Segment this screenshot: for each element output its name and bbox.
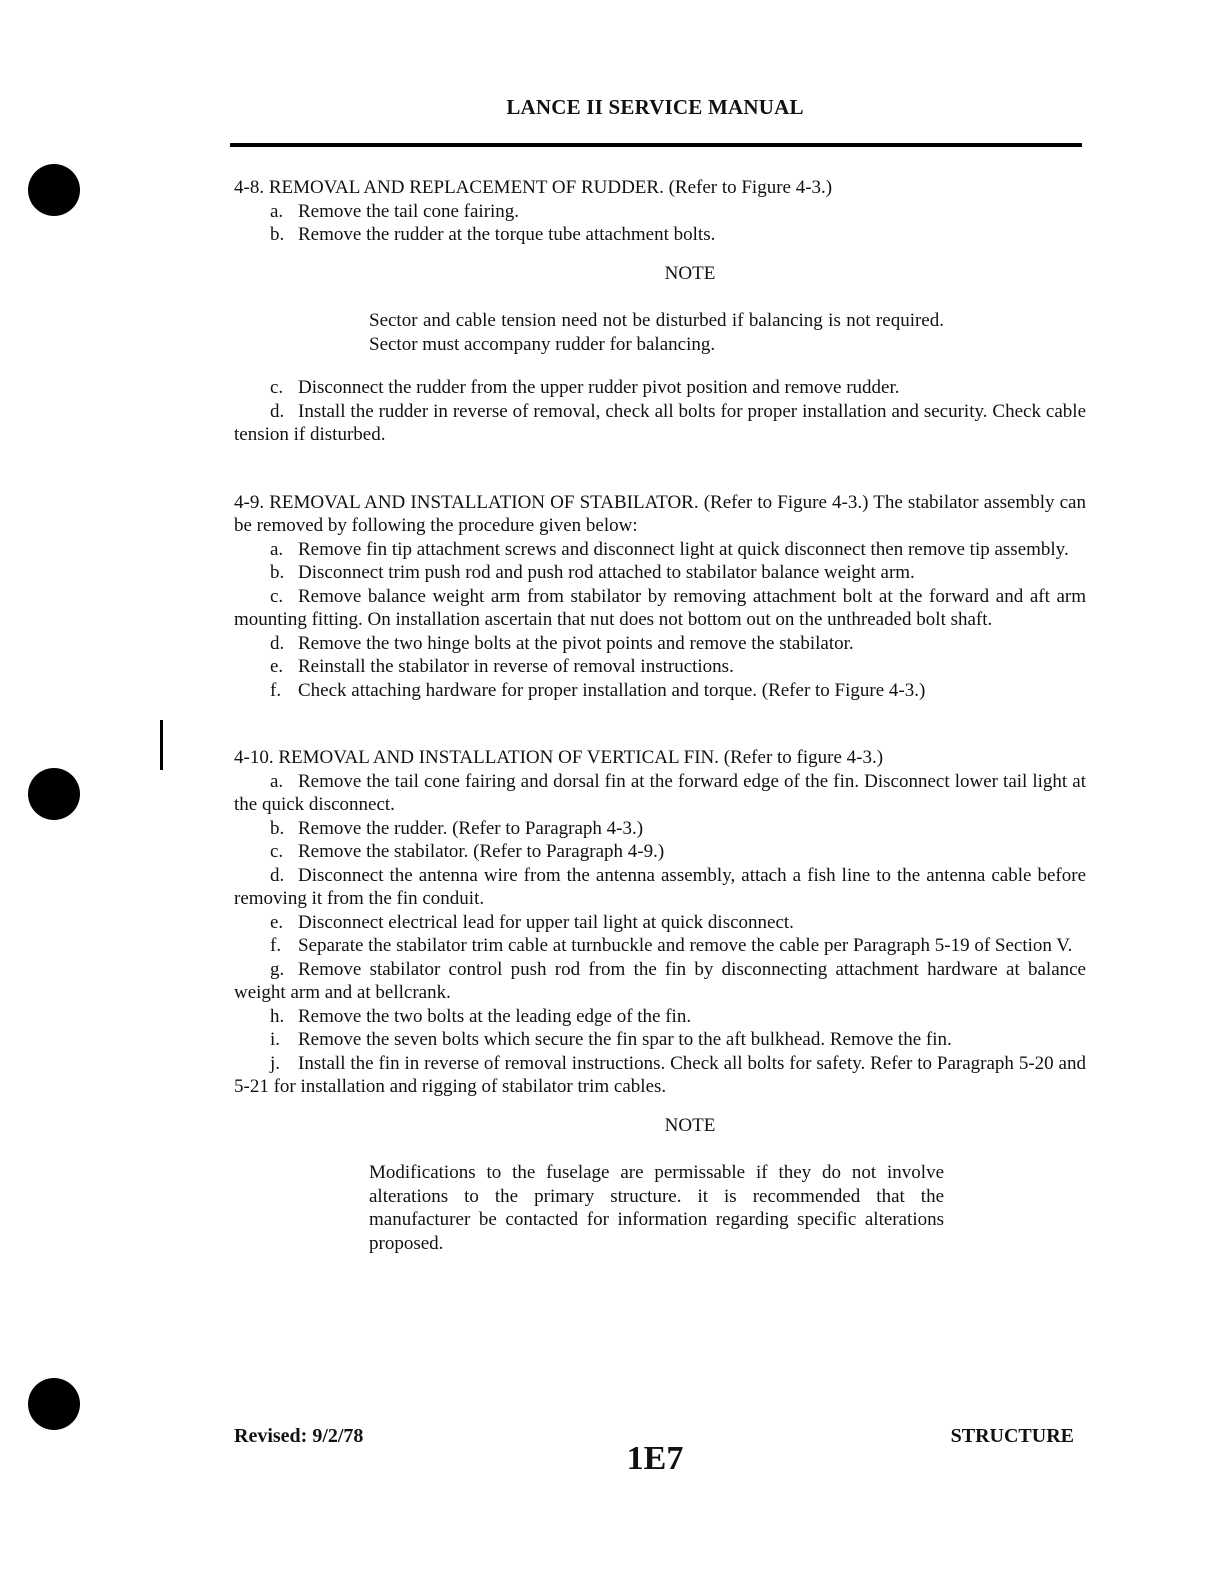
note-body: Sector and cable tension need not be disturbed if balancing is not required. Sector must accompany rudder for balancing. — [369, 310, 944, 355]
step-c — [234, 585, 1086, 632]
step-text: Check attaching hardware for proper installation and torque. (Refer to Figure 4-3.) — [298, 679, 926, 701]
step-h — [234, 1005, 1086, 1029]
section-4-8 — [234, 176, 1086, 447]
step-letter: g. — [270, 958, 285, 980]
step-g — [234, 958, 1086, 1005]
note-block — [234, 1114, 1086, 1256]
page-number: 1E7 — [626, 1440, 684, 1477]
step-text: Remove the rudder at the torque tube attachment bolts. — [298, 224, 716, 245]
binder-hole-middle — [28, 768, 80, 820]
step-letter: e. — [270, 656, 284, 677]
note-title: NOTE — [664, 1114, 716, 1136]
step-letter: i. — [270, 1029, 281, 1050]
step-letter: f. — [270, 679, 282, 701]
step-j — [234, 1052, 1086, 1099]
step-letter: d. — [270, 632, 285, 654]
section-name: STRUCTURE — [950, 1425, 1074, 1447]
step-letter: a. — [270, 538, 284, 560]
step-letter: c. — [270, 841, 284, 862]
step-text: Disconnect trim push rod and push rod attached to stabilator balance weight arm. — [298, 562, 915, 583]
step-a — [234, 200, 1086, 224]
page-content — [234, 176, 1086, 1275]
step-i — [234, 1028, 1086, 1052]
step-text: Remove balance weight arm from stabilator by removing attachment bolt at the forward and aft arm mounting fitting. On installation ascertain that nut does not bottom out on the unthreaded bolt shaft. — [234, 585, 1086, 630]
binder-hole-bottom — [28, 1378, 80, 1430]
step-text: Remove the two bolts at the leading edge of the fin. — [298, 1005, 692, 1027]
step-text: Remove the stabilator. (Refer to Paragraph 4-9.) — [298, 841, 665, 862]
step-letter: b. — [270, 817, 285, 839]
step-text: Remove the tail cone fairing and dorsal fin at the forward edge of the fin. Disconnect lower tail light at the quick disconnect. — [234, 770, 1086, 815]
step-letter: c. — [270, 585, 284, 607]
step-text: Install the rudder in reverse of removal, check all bolts for proper installation and security. Check cable tension if disturbed. — [234, 400, 1086, 445]
step-f — [234, 679, 1086, 703]
binder-hole-top — [28, 164, 80, 216]
step-a — [234, 538, 1086, 562]
step-text: Disconnect electrical lead for upper tail light at quick disconnect. — [298, 911, 794, 933]
step-text: Remove stabilator control push rod from the fin by disconnecting attachment hardware at balance weight arm and at bellcrank. — [234, 958, 1086, 1003]
step-b — [234, 817, 1086, 841]
revision-change-bar — [160, 720, 163, 770]
step-letter: b. — [270, 562, 285, 583]
step-text: Disconnect the rudder from the upper rudder pivot position and remove rudder. — [298, 377, 900, 398]
step-text: Remove the rudder. (Refer to Paragraph 4-3.) — [298, 817, 644, 839]
step-d — [234, 400, 1086, 447]
step-text: Remove the seven bolts which secure the fin spar to the aft bulkhead. Remove the fin. — [298, 1029, 952, 1050]
header-rule — [230, 143, 1082, 147]
step-letter: a. — [270, 770, 284, 792]
step-text: Install the fin in reverse of removal instructions. Check all bolts for safety. Refer to Paragraph 5-20 and 5-21 for installation and rigging of stabilator trim cables. — [234, 1052, 1086, 1097]
step-letter: e. — [270, 911, 284, 933]
section-heading: 4-10. REMOVAL AND INSTALLATION OF VERTICAL FIN. (Refer to figure 4-3.) — [234, 747, 884, 768]
step-letter: a. — [270, 200, 284, 222]
step-b — [234, 561, 1086, 585]
step-text: Remove the two hinge bolts at the pivot points and remove the stabilator. — [298, 632, 854, 654]
step-text: Separate the stabilator trim cable at turnbuckle and remove the cable per Paragraph 5-19 of Section V. — [298, 935, 1073, 956]
page-header-title: LANCE II SERVICE MANUAL — [506, 95, 804, 119]
step-c — [234, 840, 1086, 864]
step-letter: d. — [270, 864, 285, 886]
step-letter: c. — [270, 377, 284, 398]
step-d — [234, 632, 1086, 656]
note-title: NOTE — [664, 262, 716, 284]
step-letter: h. — [270, 1005, 285, 1027]
step-letter: d. — [270, 400, 285, 422]
step-e — [234, 655, 1086, 679]
step-text: Disconnect the antenna wire from the antenna assembly, attach a fish line to the antenna cable before removing it from the fin conduit. — [234, 864, 1086, 909]
step-text: Reinstall the stabilator in reverse of removal instructions. — [298, 656, 734, 677]
step-text: Remove the tail cone fairing. — [298, 200, 520, 222]
step-text: Remove fin tip attachment screws and disconnect light at quick disconnect then remove tip assembly. — [298, 538, 1069, 560]
section-heading: 4-8. REMOVAL AND REPLACEMENT OF RUDDER. (Refer to Figure 4-3.) — [234, 177, 833, 198]
section-4-9 — [234, 491, 1086, 703]
note-body: Modifications to the fuselage are permissable if they do not involve alterations to the primary structure. it is recommended that the manufacturer be contacted for information regarding specific alterations proposed. — [369, 1162, 944, 1254]
step-b — [234, 223, 1086, 247]
section-4-10 — [234, 746, 1086, 1255]
note-block — [234, 262, 1086, 357]
step-letter: f. — [270, 935, 282, 956]
step-d — [234, 864, 1086, 911]
section-heading: 4-9. REMOVAL AND INSTALLATION OF STABILATOR. (Refer to Figure 4-3.) The stabilator assembly can be removed by following the procedure given below: — [234, 491, 1086, 536]
step-f — [234, 934, 1086, 958]
step-a — [234, 770, 1086, 817]
step-letter: b. — [270, 224, 285, 245]
step-c — [234, 376, 1086, 400]
step-e — [234, 911, 1086, 935]
revision-date: Revised: 9/2/78 — [234, 1425, 364, 1447]
step-letter: j. — [270, 1052, 281, 1074]
